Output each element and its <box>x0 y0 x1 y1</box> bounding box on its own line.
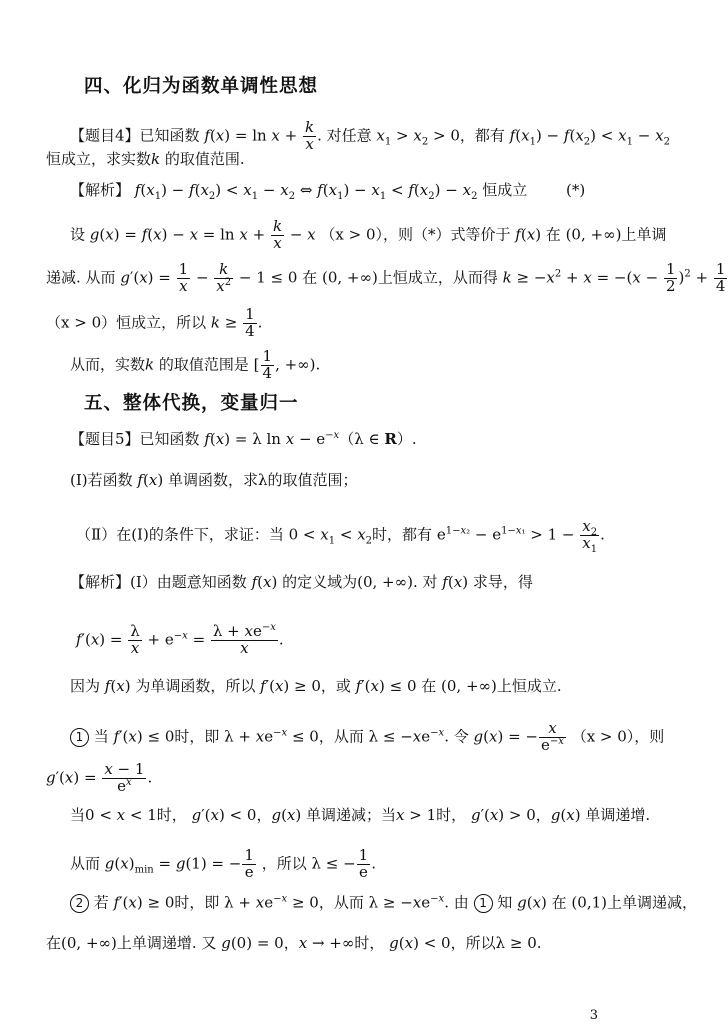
page-number: 3 <box>589 1008 598 1023</box>
problem5-case1-line2: g′(x) = $\frac{x - 1}{e^x}$ . <box>46 760 153 795</box>
problem4-statement-line2: 恒成立，求实数k 的取值范围. <box>46 150 245 168</box>
problem5-part2: （Ⅱ）在(Ⅰ)的条件下，求证：当 $0 < x_1 < x_2$时，都有 $e^{1-x_2} - e^{1-x_1} > 1$ − $\frac{x_2}{x_1}$ . <box>76 517 605 555</box>
problem5-case1-line1: 1 当 f′(x) ≤ 0时，即 $\lambda + xe^{-x} \le 0$，从而 $\lambda \le -xe^{-x}$. 令 g(x) = − $\frac{x}{e^{-x}}$ （x > 0），则 <box>70 721 664 754</box>
problem5-case2-line1: 2 若 f′(x) ≥ 0时，即 $\lambda + xe^{-x} \ge 0$，从而 $\lambda \ge -xe^{-x}$. 由 1 知 g(x) 在 (0,1)上单调递减， <box>70 894 697 913</box>
problem4-solution-line3: 递减. 从而 g′(x) = $\frac{1}{x}$ − $\frac{k}{x^2}$ − 1 ≤ 0 在 (0, +∞)上恒成立，从而得 $k \ge -x^2 + x = -(x$ − $\frac{1}{2}$ )$^2$ + $\frac{1}{4}$ <box>46 260 726 295</box>
problem5-case1-line4: 从而 $g(x)_{min} = g(1)$ = − $\frac{1}{e}$ ，所以 λ ≤ − $\frac{1}{e}$ . <box>70 846 376 881</box>
circled-number-2: 2 <box>70 894 89 913</box>
problem4-conclusion: 从而，实数k 的取值范围是 [ $\frac{1}{4}$ , +∞). <box>70 347 321 382</box>
problem4-statement-line1: 【题目4】已知函数 f(x) = ln x + $\frac{k}{x}$ . 对任意 $x_1 > x_2 > 0$，都有 $f(x_1) - f(x_2) < x_1 - x_2$ <box>70 118 670 153</box>
problem5-case2-line2: 在(0, +∞)上单调递增. 又 g(0) = 0，x → +∞时， g(x) < 0，所以λ ≥ 0. <box>46 934 542 952</box>
problem4-solution-line4: （x > 0）恒成立，所以 k ≥ $\frac{1}{4}$ . <box>46 305 263 340</box>
section-title-5: 五、整体代换，变量归一 <box>84 393 299 414</box>
problem5-statement: 【题目5】已知函数 f(x) = λ $\ln x - e^{-x}(\lambda$ ∈ R）. <box>70 430 417 448</box>
problem5-derivative: f′(x) = $\frac{\lambda}{x}$ + $e^{-x}$ = $\frac{\lambda + xe^{-x}}{x}$ . <box>76 622 284 657</box>
circled-number-1: 1 <box>70 728 89 747</box>
circled-number-1-ref: 1 <box>474 894 493 913</box>
problem5-case1-line3: 当0 < x < 1时， g′(x) < 0，g(x) 单调递减；当x > 1时， g′(x) > 0，g(x) 单调递增. <box>70 806 651 824</box>
problem4-solution-line1: 【解析】 $f(x_1) - f(x_2) < x_1 - x_2$ ⇔ $f(x_1) - x_1 < f(x_2) - x_2$ 恒成立 (*) <box>70 181 586 202</box>
problem4-solution-line2: 设 g(x) = f(x) − x = ln x + $\frac{k}{x}$ − x （x > 0），则（*）式等价于 f(x) 在 (0, +∞)上单调 <box>70 217 667 252</box>
problem5-monotone: 因为 f(x) 为单调函数，所以 f′(x) ≥ 0，或 f′(x) ≤ 0 在 (0, +∞)上恒成立. <box>70 677 562 695</box>
section-title-4: 四、化归为函数单调性思想 <box>84 76 319 97</box>
problem5-solution-line1: 【解析】(Ⅰ）由题意知函数 f(x) 的定义域为(0, +∞). 对 f(x) 求导，得 <box>70 573 533 591</box>
problem5-part1: (Ⅰ)若函数 f(x) 单调函数，求λ的取值范围； <box>70 471 358 489</box>
